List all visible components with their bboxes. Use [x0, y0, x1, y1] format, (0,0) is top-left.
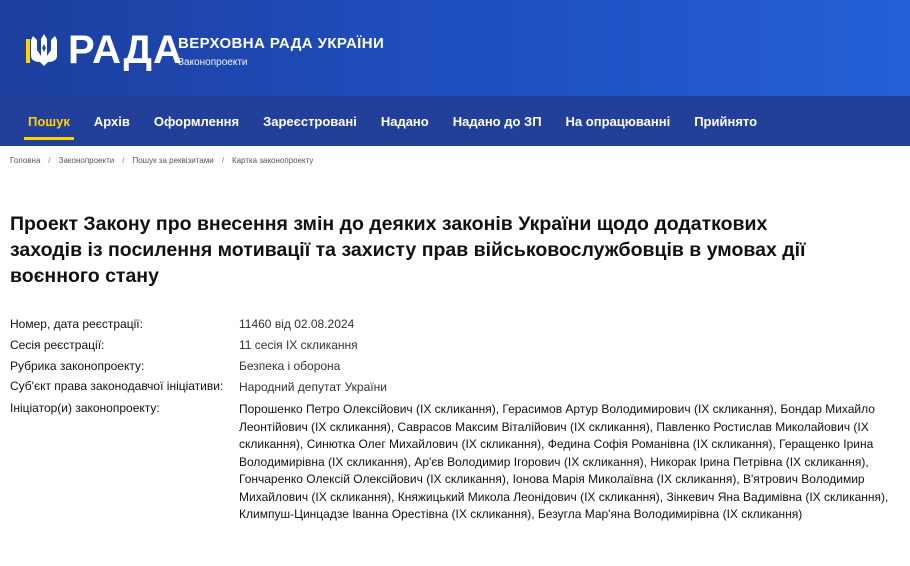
rubric-value: Безпека і оборона — [239, 359, 341, 373]
initiators-value: Порошенко Петро Олексійович (IX скликання), Герасимов Артур Володимирович (IX скликання), Бондар Михайло Леонтійович (IX скликання), Саврасов Максим Віталійович (IX скликання), Павленко Ростислав Миколайович (IX скликання), Синютка Олег Михайлович (IX скликання), Федина Софія Романівна (IX скликання), Геращенко Ірина Володимирівна (IX скликання), Ар'єв Володимир Ігорович (IX скликання), Никорак Ірина Петрівна (IX скликання), Гончаренко Олексій Олексійович (IX скликання), Іонова Марія Миколаївна (IX скликання), В'ятрович Володимир Михайлович (IX скликання), Княжицький Микола Леонідович (IX скликання), Зінкевич Яна Вадимівна (IX скликання), Климпуш-Цинцадзе Іванна Орестівна (IX скликання), Безугла Мар'яна Володимирівна (IX скликання) — [239, 402, 889, 521]
property-row — [10, 317, 910, 331]
nav-item-submitted-to-zp[interactable]: Надано до ЗП — [452, 113, 542, 129]
property-label: Рубрика законопроекту: — [10, 359, 145, 373]
trident-icon — [24, 30, 64, 70]
nav-item-archive[interactable]: Архів — [93, 113, 130, 129]
property-label: Номер, дата реєстрації: — [10, 317, 143, 331]
registration-value: 11460 від 02.08.2024 — [239, 317, 355, 331]
breadcrumb-search[interactable]: Пошук за реквізитами — [132, 156, 214, 165]
property-label: Ініціатор(и) законопроекту: — [10, 401, 160, 415]
breadcrumb-separator: / — [122, 156, 125, 165]
nav-item-search[interactable]: Пошук — [16, 96, 82, 146]
breadcrumb-bills[interactable]: Законопроекти — [58, 156, 115, 165]
subject-value: Народний депутат України — [239, 380, 387, 394]
nav-item-adopted[interactable]: Прийнято — [694, 113, 758, 129]
brand-block — [178, 35, 384, 68]
site-subtitle: Законопроекти — [178, 57, 248, 68]
breadcrumb-separator: / — [221, 156, 224, 165]
property-row — [10, 401, 910, 524]
property-row — [10, 338, 910, 352]
nav-item-in-processing[interactable]: На опрацюванні — [565, 113, 671, 129]
breadcrumb-separator: / — [48, 156, 51, 165]
site-header — [0, 0, 910, 96]
breadcrumb-current: Картка законопроекту — [231, 156, 314, 165]
breadcrumb-home[interactable]: Головна — [10, 156, 41, 165]
nav-item-submitted[interactable]: Надано — [380, 113, 429, 129]
session-value: 11 сесія IX скликання — [239, 338, 358, 352]
bill-title: Проект Закону про внесення змін до деяких законів України щодо додаткових заходів із посилення мотивації та захисту прав військовослужбовців в умовах дії воєнного стану — [10, 213, 806, 287]
site-logo[interactable] — [24, 30, 183, 70]
property-row — [10, 359, 910, 373]
nav-item-registered[interactable]: Зареєстровані — [263, 113, 357, 129]
bill-properties — [0, 317, 910, 524]
logo-wordmark: РАДА — [68, 28, 183, 72]
property-label: Сесія реєстрації: — [10, 338, 105, 352]
property-label: Суб'єкт права законодавчої ініціативи: — [10, 379, 224, 393]
nav-item-drafting[interactable]: Оформлення — [153, 113, 240, 129]
property-row — [10, 380, 910, 394]
breadcrumb — [0, 146, 910, 165]
site-title: ВЕРХОВНА РАДА УКРАЇНИ — [178, 35, 385, 52]
main-nav — [0, 96, 910, 146]
